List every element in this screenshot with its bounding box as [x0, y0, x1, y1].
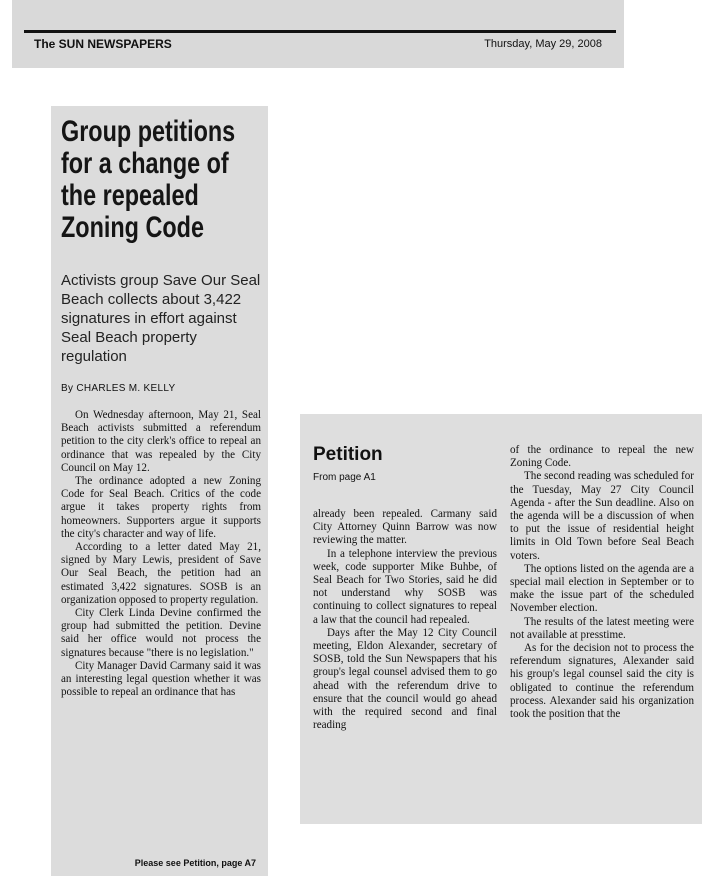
continuation-paragraph: already been repealed. Carmany said City Attorney Quinn Barrow was now reviewing the matter.: [313, 508, 497, 547]
article-paragraph: According to a letter dated May 21, signed by Mary Lewis, president of Save Our Seal Beach, the petition had an estimated 3,422 signatures. SOSB is an organization opposed to property regulation.: [61, 541, 261, 606]
article-paragraph: City Clerk Linda Devine confirmed the group had submitted the petition. Devine said her office would not process the signatures because "there is no legislation.": [61, 607, 261, 659]
paper-name: The SUN NEWSPAPERS: [34, 37, 172, 51]
continuation-paragraph: Days after the May 12 City Council meeting, Eldon Alexander, secretary of SOSB, told the Sun Newspapers that his group's legal counsel advised them to go ahead with the referendum drive to ensure that the council would go ahead with the required second and final reading: [313, 626, 497, 732]
article-paragraph: City Manager David Carmany said it was an interesting legal question whether it was possible to repeal an ordinance that has: [61, 659, 261, 699]
continuation-paragraph: The second reading was scheduled for the Tuesday, May 27 City Council Agenda - after the Sun deadline. Also on the agenda will be a discussion of when to put the issue of residential height limits in Old Town before Seal Beach voters.: [510, 470, 694, 562]
article-body: [61, 409, 261, 699]
article-deck: Activists group Save Our Seal Beach collects about 3,422 signatures in effort against Seal Beach property regulation: [61, 272, 261, 365]
continuation-clipping: [300, 414, 702, 824]
article-headline: Group petitions for a change of the repealed Zoning Code: [61, 115, 236, 244]
article-paragraph: The ordinance adopted a new Zoning Code for Seal Beach. Critics of the code argue it takes property rights from homeowners. Supporters argue it supports the city's character and way of life.: [61, 475, 261, 540]
masthead: [12, 0, 624, 68]
continuation-paragraph: As for the decision not to process the referendum signatures, Alexander said his group's legal counsel said the city is obligated to continue the referendum process. Alexander said his organization took the position that the: [510, 642, 694, 721]
continuation-paragraph: The options listed on the agenda are a special mail election in September or to make the issue part of the scheduled November election.: [510, 562, 694, 615]
masthead-rule: [24, 30, 616, 33]
continuation-from-page: From page A1: [313, 472, 376, 483]
continuation-paragraph: of the ordinance to repeal the new Zoning Code.: [510, 444, 694, 470]
continuation-title: Petition: [313, 444, 383, 465]
article-paragraph: On Wednesday afternoon, May 21, Seal Beach activists submitted a referendum petition to the city clerk's office to repeal an ordinance that was repealed by the City Council on May 12.: [61, 409, 261, 474]
article-byline: By CHARLES M. KELLY: [61, 383, 176, 394]
continuation-paragraph: In a telephone interview the previous week, code supporter Mike Buhbe, of Seal Beach for Two Stories, said he did not understand why SOSB was continuing to collect signatures to repeal a law that the council had repealed.: [313, 547, 497, 626]
continuation-paragraph: The results of the latest meeting were not available at presstime.: [510, 615, 694, 641]
jump-line: Please see Petition, page A7: [134, 858, 256, 868]
continuation-column-a: [313, 508, 497, 732]
continuation-column-b: [510, 444, 694, 721]
article-clipping: [51, 106, 268, 876]
paper-date: Thursday, May 29, 2008: [484, 38, 602, 50]
